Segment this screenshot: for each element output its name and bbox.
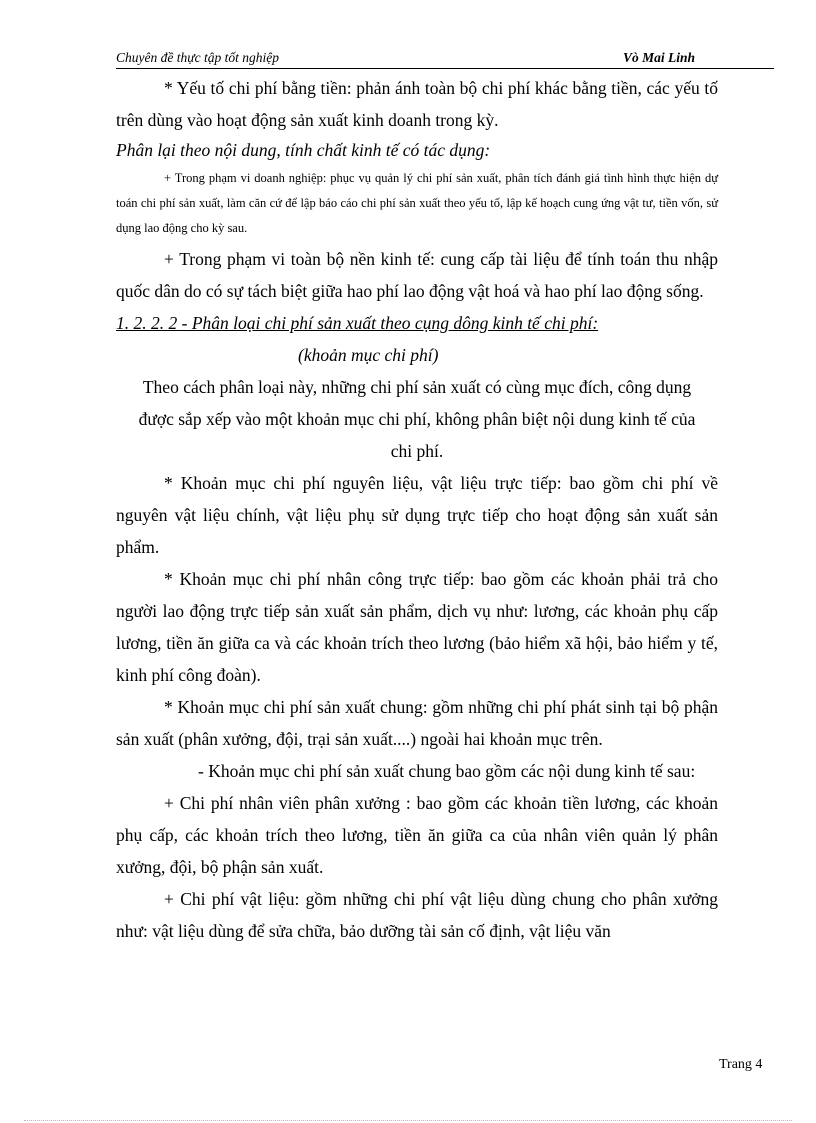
paragraph-general-content-intro: - Khoản mục chi phí sản xuất chung bao gồm các nội dung kinh tế sau: bbox=[198, 761, 696, 781]
paragraph-material-expense: + Chi phí vật liệu: gồm những chi phí vật liệu dùng chung cho phân xưởng như: vật liệu dùng để sửa chữa, bảo dưỡng tài sản cố định, vật liệu văn bbox=[116, 889, 718, 941]
paragraph-labor-cost: * Khoản mục chi phí nhân công trực tiếp: bao gồm các khoản phải trả cho người lao động trực tiếp sản xuất sản phẩm, dịch vụ như: lương, các khoản phụ cấp lương, tiền ăn giữa ca và các khoản trích theo lương (bảo hiểm xã hội, bảo hiểm y tế, kinh phí công đoàn). bbox=[116, 569, 718, 685]
page-number: Trang 4 bbox=[719, 1057, 763, 1072]
paragraph-workshop-staff-cost: + Chi phí nhân viên phân xưởng : bao gồm các khoản tiền lương, các khoản phụ cấp, các khoản trích theo lương, tiền ăn giữa ca của nhân viên quản lý phân xưởng, đội, bộ phận sản xuất. bbox=[116, 793, 718, 877]
paragraph-materials-cost: * Khoản mục chi phí nguyên liệu, vật liệu trực tiếp: bao gồm chi phí về nguyên vật liệu chính, vật liệu phụ sử dụng trực tiếp cho hoạt động sản xuất sản phẩm. bbox=[116, 473, 718, 557]
paragraph-classification-method: Theo cách phân loại này, những chi phí sản xuất có cùng mục đích, công dụng được sắp xếp vào một khoản mục chi phí, không phân biệt nội dung kinh tế của chi phí. bbox=[138, 377, 696, 461]
header-title: Chuyên đề thực tập tốt nghiệp bbox=[116, 50, 279, 65]
paragraph-economy-scope: + Trong phạm vi toàn bộ nền kinh tế: cung cấp tài liệu để tính toán thu nhập quốc dân do có sự tách biệt giữa hao phí lao động vật hoá và hao phí lao động sống. bbox=[116, 249, 718, 301]
paragraph-money-cost: * Yếu tố chi phí bằng tiền: phản ánh toàn bộ chi phí khác bằng tiền, các yếu tố trên dùng vào hoạt động sản xuất kinh doanh trong kỳ. bbox=[116, 78, 718, 130]
subheading-classification-effect: Phân lại theo nội dung, tính chất kinh tế có tác dụng: bbox=[116, 140, 491, 160]
paragraph-general-production-cost: * Khoản mục chi phí sản xuất chung: gồm những chi phí phát sinh tại bộ phận sản xuất (phân xưởng, đội, trại sản xuất....) ngoài hai khoản mục trên. bbox=[116, 697, 718, 749]
page-header bbox=[116, 48, 774, 69]
paragraph-enterprise-scope: + Trong phạm vi doanh nghiệp: phục vụ quản lý chi phí sản xuất, phân tích đánh giá tình hình thực hiện dự toán chi phí sản xuất, làm căn cứ để lập báo cáo chi phí sản xuất theo yếu tố, lập kế hoạch cung ứng vật tư, tiền vốn, sử dụng lao động cho kỳ sau. bbox=[116, 171, 718, 235]
section-subheading: (khoản mục chi phí) bbox=[298, 345, 439, 365]
header-author: Vò Mai Linh bbox=[623, 50, 696, 65]
document-body bbox=[116, 72, 718, 947]
section-heading: 1. 2. 2. 2 - Phân loại chi phí sản xuất theo cụng dông kinh tế chi phí: bbox=[116, 313, 599, 333]
page-bottom-divider bbox=[24, 1120, 792, 1121]
